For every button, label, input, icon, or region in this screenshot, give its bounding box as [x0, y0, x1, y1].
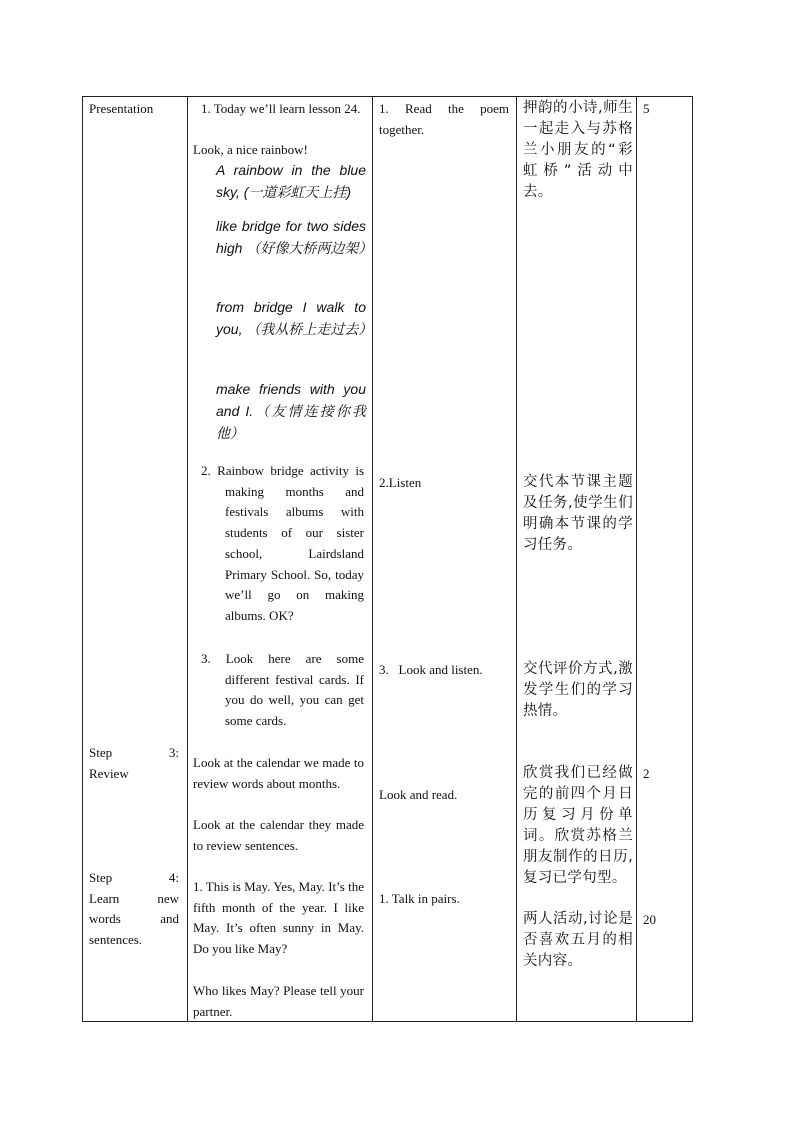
- student-activity-look-read: Look and read.: [379, 787, 458, 802]
- time-review: 2: [643, 766, 650, 781]
- presentation-item-3: 3. Look here are some different festival cards. If you do well, you can get some cards.: [201, 651, 364, 729]
- stage-step3: [89, 743, 179, 784]
- learn-item-2: Who likes May? Please tell your partner.: [193, 983, 364, 1019]
- intent-evaluation: 交代评价方式,激发学生们的学习热情。: [523, 661, 633, 719]
- intent-task: 交代本节课主题及任务,使学生们明确本节课的学习任务。: [523, 474, 633, 553]
- student-activity-read-poem: 1. Read the poem together.: [379, 101, 509, 137]
- poem-line-4: make friends with you and I.（友情连接你我他）: [216, 381, 366, 441]
- step4-number: Step 4:: [89, 870, 179, 885]
- column-divider: [372, 97, 373, 1021]
- student-activity-talk-pairs: 1. Talk in pairs.: [379, 891, 460, 906]
- stage-step4: [89, 868, 179, 951]
- column-divider: [516, 97, 517, 1021]
- student-activity-look-listen: 3. Look and listen.: [379, 662, 483, 677]
- poem-line-1: A rainbow in the blue sky, (一道彩虹天上挂): [216, 162, 366, 200]
- step3-number: Step 3:: [89, 745, 179, 760]
- step4-label: Learn new words and sentences.: [89, 890, 179, 948]
- presentation-item-1: 1. Today we’ll learn lesson 24.: [201, 101, 361, 116]
- time-learn: 20: [643, 912, 656, 927]
- stage-presentation: Presentation: [89, 101, 154, 116]
- student-activity-listen: 2.Listen: [379, 475, 422, 490]
- review-item-2: Look at the calendar they made to review sentences.: [193, 817, 364, 853]
- time-presentation: 5: [643, 101, 650, 116]
- intent-pairs: 两人活动,讨论是否喜欢五月的相关内容。: [523, 911, 633, 969]
- learn-item-1: 1. This is May. Yes, May. It’s the fifth month of the year. I like May. It’s often sunny in May. Do you like May?: [193, 879, 364, 957]
- presentation-item-2: 2. Rainbow bridge activity is making months and festivals albums with students of our sister school, Lairdsland Primary School. So, today we’ll go on making albums. OK?: [201, 463, 364, 623]
- poem-line-3: from bridge I walk to you, （我从桥上走过去）: [216, 299, 373, 337]
- intent-review: 欣赏我们已经做完的前四个月日历复习月份单词。欣赏苏格兰朋友制作的日历,复习已学句型。: [523, 765, 633, 886]
- review-item-1: Look at the calendar we made to review words about months.: [193, 755, 364, 791]
- intent-presentation: 押韵的小诗,师生一起走入与苏格兰小朋友的“彩虹桥”活动中去。: [523, 100, 633, 200]
- presentation-item-1b: Look, a nice rainbow!: [193, 142, 308, 157]
- column-divider: [636, 97, 637, 1021]
- step3-label: Review: [89, 765, 129, 781]
- poem-line-2: like bridge for two sides high （好像大桥两边架）: [216, 218, 373, 256]
- column-divider: [187, 97, 188, 1021]
- lesson-plan-table: [82, 96, 693, 1022]
